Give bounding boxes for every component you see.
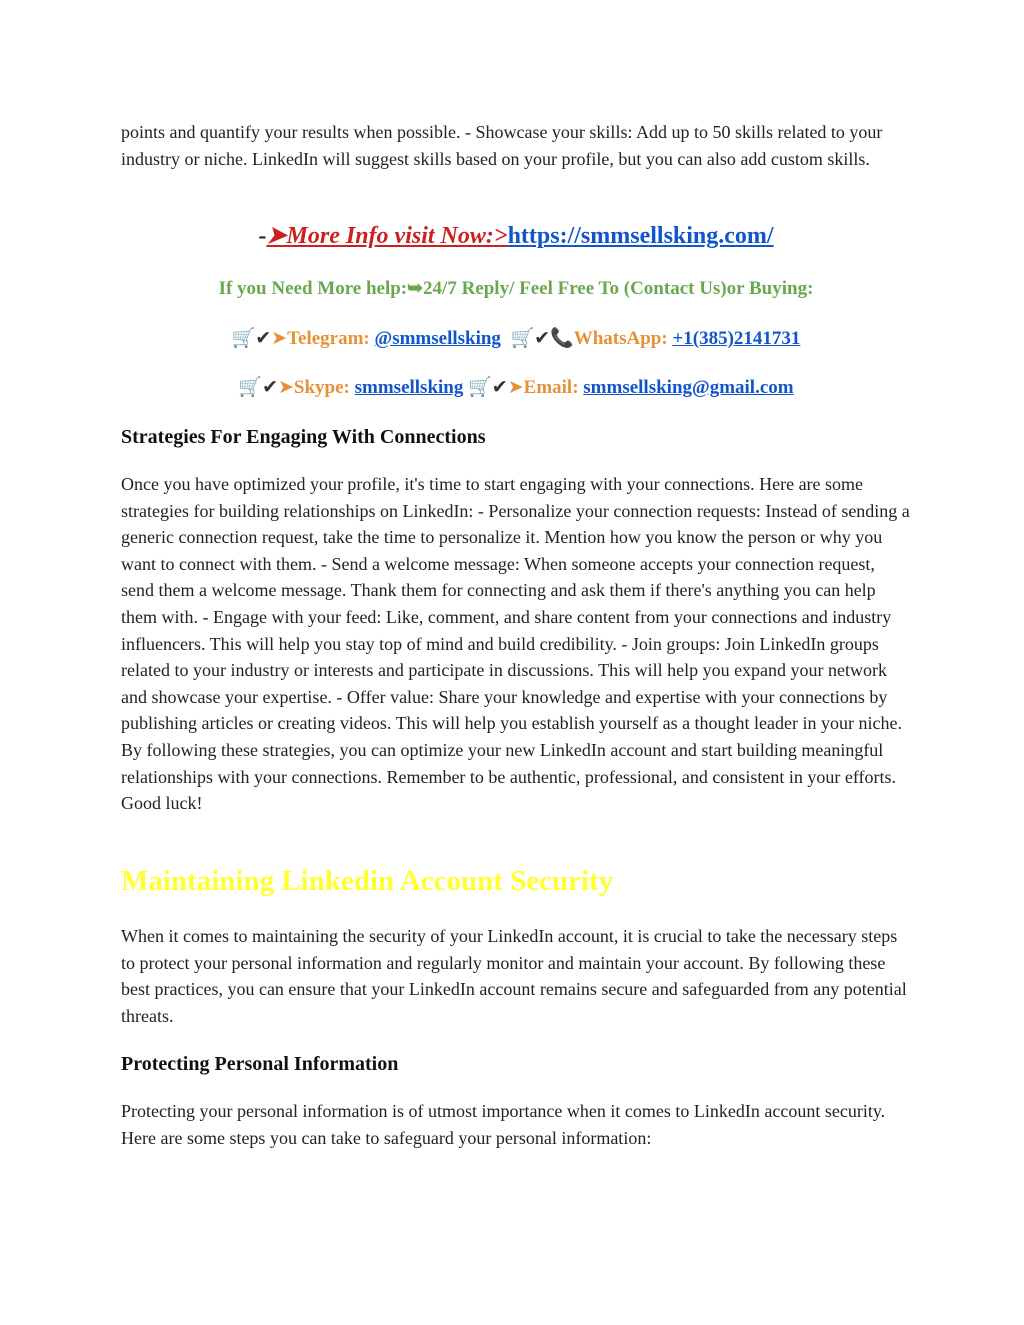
intro-paragraph: points and quantify your results when possible. - Showcase your skills: Add up to 50 skills related to your industry or niche. LinkedIn will suggest skills based on your profile, but you can also add custom skills. (121, 122, 883, 169)
protecting-heading: Protecting Personal Information (121, 1053, 399, 1075)
checkmark-icon: ✔ (534, 327, 551, 349)
security-heading: Maintaining Linkedin Account Security (121, 865, 614, 897)
cart-icon: 🛒 (510, 327, 535, 349)
whatsapp-link[interactable]: +1(385)2141731 (672, 328, 801, 349)
website-link[interactable]: https://smmsellsking.com/ (507, 223, 774, 249)
arrow-icon: ➤ (277, 376, 294, 398)
skype-email-line (121, 373, 911, 402)
security-paragraph: When it comes to maintaining the security of your LinkedIn account, it is crucial to take the necessary steps to protect your personal information and regularly monitor and maintain your account. By following these best practices, you can ensure that your LinkedIn account remains secure and safeguarded from any potential threats. (121, 926, 907, 1026)
more-info-label: More Info visit Now: (286, 223, 494, 249)
more-info-line (121, 220, 911, 252)
checkmark-icon: ✔ (491, 376, 508, 398)
cart-icon: 🛒 (238, 376, 263, 398)
more-info-arrow-icon: ➤ (266, 223, 287, 249)
help-line: If you Need More help:➥24/7 Reply/ Feel Free To (Contact Us)or Buying: (218, 278, 814, 299)
phone-icon: 📞 (550, 327, 574, 349)
arrow-icon: ➤ (271, 327, 288, 349)
email-link[interactable]: smmsellsking@gmail.com (583, 377, 794, 398)
email-label: Email: (523, 377, 584, 398)
strategies-paragraph: Once you have optimized your profile, it's time to start engaging with your connections. Here are some strategies for building relationships on LinkedIn: - Personalize your connection requests: Instead of sending a generic connection request, take the time to personalize it. Mention how you know the person or why you want to connect with them. - Send a welcome message: When someone accepts your connection request, send them a welcome message. Thank them for connecting and ask them if there's anything you can help them with. - Engage with your feed: Like, comment, and share content from your connections and industry influencers. This will help you stay top of mind and build credibility. - Join groups: Join LinkedIn groups related to your industry or interests and participate in discussions. This will help you expand your network and showcase your expertise. - Offer value: Share your knowledge and expertise with your connections by publishing articles or creating videos. This will help you establish yourself as a thought leader in your niche. By following these strategies, you can optimize your new LinkedIn account and start building meaningful relationships with your connections. Remember to be authentic, professional, and consistent in your efforts. Good luck! (121, 474, 910, 814)
telegram-link[interactable]: @smmsellsking (374, 328, 501, 349)
cart-icon: 🛒 (231, 327, 256, 349)
skype-link[interactable]: smmsellsking (354, 377, 464, 398)
more-info-gt: > (493, 223, 508, 249)
strategies-heading: Strategies For Engaging With Connections (121, 426, 486, 448)
skype-label: Skype: (293, 377, 355, 398)
protecting-paragraph: Protecting your personal information is of utmost importance when it comes to LinkedIn account security. Here are some steps you can take to safeguard your personal information: (121, 1101, 886, 1148)
telegram-whatsapp-line (121, 324, 911, 353)
checkmark-icon: ✔ (255, 327, 272, 349)
arrow-icon: ➤ (507, 376, 524, 398)
checkmark-icon: ✔ (262, 376, 278, 398)
whatsapp-label: WhatsApp: (573, 328, 673, 349)
dash: - (258, 223, 267, 249)
telegram-label: Telegram: (287, 328, 375, 349)
cart-icon: 🛒 (468, 376, 492, 398)
